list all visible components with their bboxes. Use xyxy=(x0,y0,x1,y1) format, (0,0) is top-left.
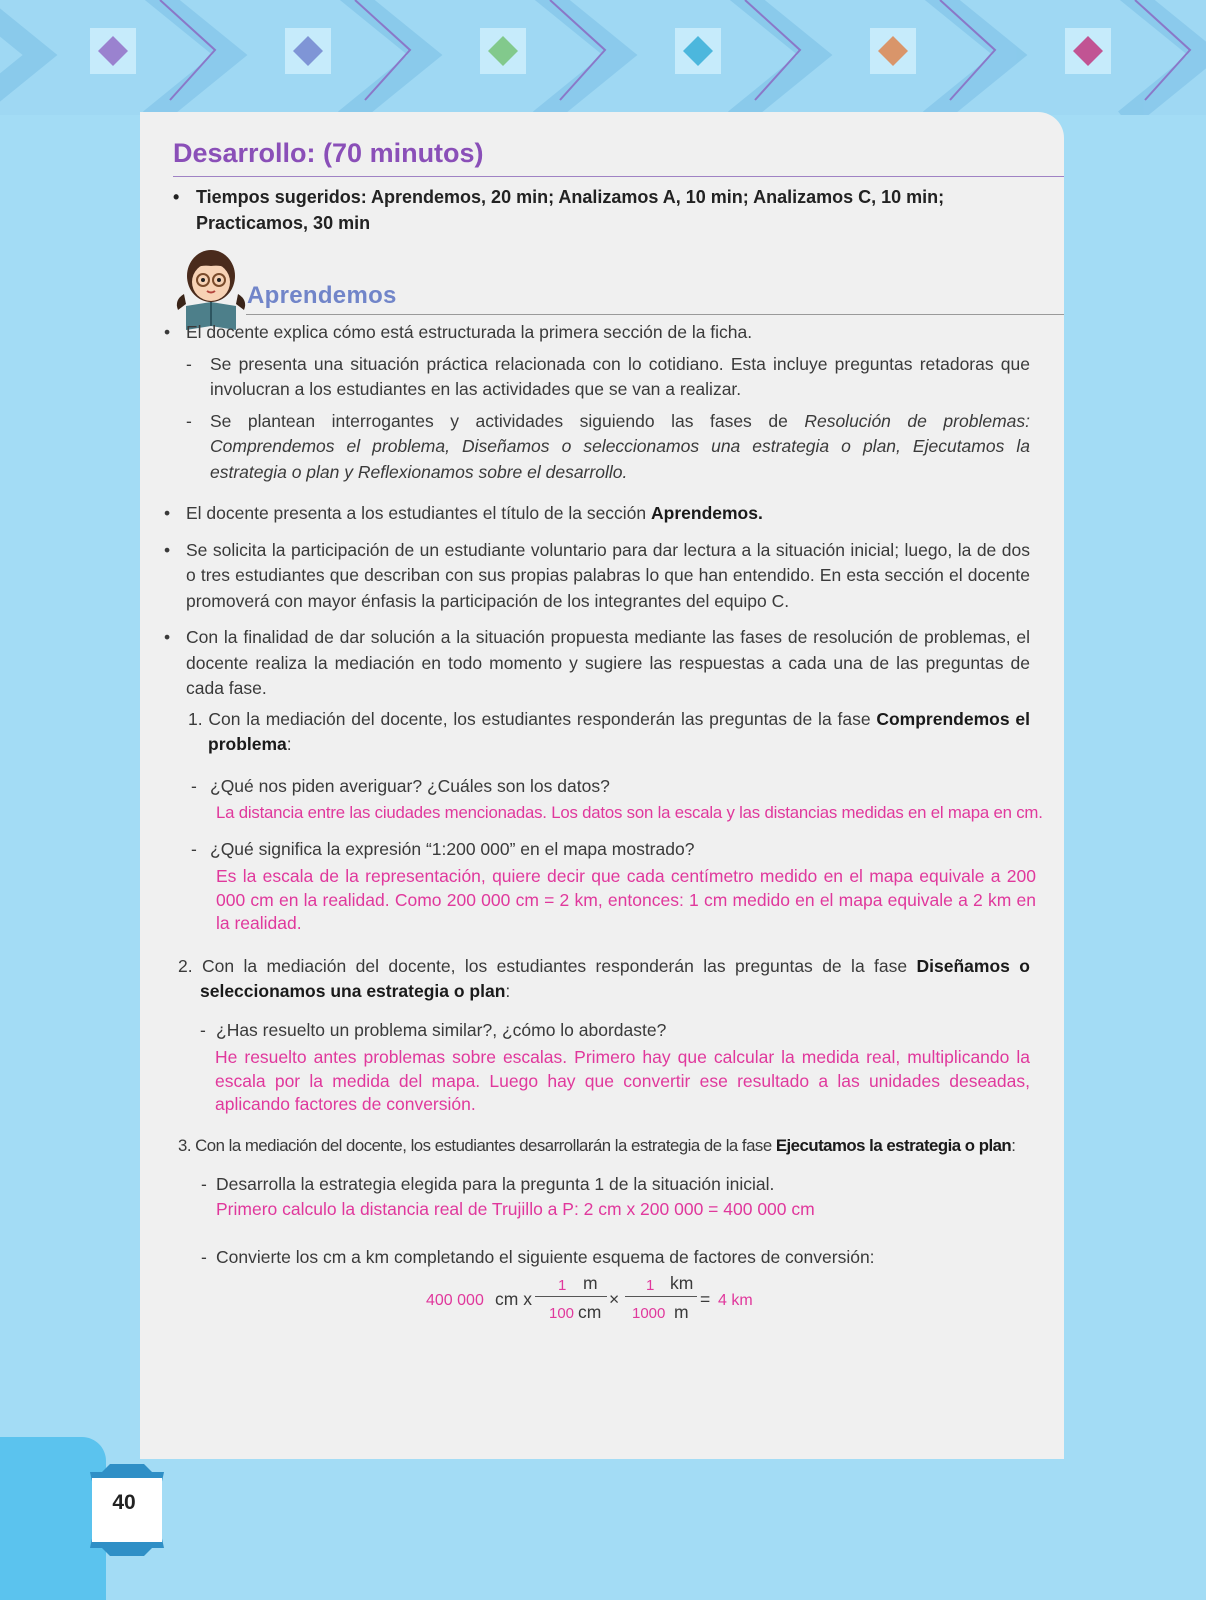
question-text: ¿Qué nos piden averiguar? ¿Cuáles son los datos? xyxy=(210,775,610,796)
step-text: 2. Con la mediación del docente, los estudiantes responderán las preguntas de la fase xyxy=(178,955,917,976)
question-text: ¿Qué significa la expresión “1:200 000” en el mapa mostrado? xyxy=(210,838,695,859)
bullet-icon: • xyxy=(164,627,171,647)
answer-text: Es la escala de la representación, quiere decir que cada centímetro medido en el mapa equivale a 200 000 cm en la realidad. Como 200 000 cm = 2 km, entonces: 1 cm medido en el mapa equivale a 2 km en la realidad. xyxy=(216,866,1036,933)
aprendemos-header xyxy=(174,248,1064,328)
aprendemos-title: Aprendemos xyxy=(247,282,397,309)
sub-item-text: Se plantean interrogantes y actividades siguiendo las fases de xyxy=(210,410,805,431)
section-title: Desarrollo: (70 minutos) xyxy=(173,138,484,168)
bullet-text: Con la finalidad de dar solución a la situación propuesta mediante las fases de resolución de problemas, el docente realiza la mediación en todo momento y sugiere las respuestas a cada una de las preguntas de cada fase. xyxy=(186,627,1030,698)
answer-text: Primero calculo la distancia real de Trujillo a P: 2 cm x 200 000 = 400 000 cm xyxy=(216,1198,815,1219)
list-item xyxy=(160,320,1030,346)
step-bold-text: Diseñamos o seleccionamos una estrategia o plan xyxy=(200,955,1030,1001)
question-text: Desarrolla la estrategia elegida para la pregunta 1 de la situación inicial. xyxy=(216,1174,775,1194)
question-item xyxy=(160,1245,1030,1271)
question-item xyxy=(160,837,1030,863)
dash-icon: - xyxy=(186,353,192,374)
dash-icon: - xyxy=(201,1174,207,1194)
multiply-sign: × xyxy=(609,1288,620,1309)
question-text: Convierte los cm a km completando el siguiente esquema de factores de conversión: xyxy=(216,1247,875,1267)
list-item xyxy=(160,501,1030,527)
step-3: 3. Con la mediación del docente, los estudiantes desarrollarán la estrategia de la fase Ejecutamos la estrategia o plan: xyxy=(178,1135,1016,1155)
suggested-times-text: Tiempos sugeridos: Aprendemos, 20 min; Analizamos A, 10 min; Analizamos C, 10 min; Practicamos, 30 min xyxy=(196,187,945,233)
question-text: ¿Has resuelto un problema similar?, ¿cómo lo abordaste? xyxy=(216,1019,667,1040)
fraction2-numerator: 1 xyxy=(646,1276,655,1294)
equals-sign: = xyxy=(700,1288,711,1309)
content-card xyxy=(140,112,1064,1459)
fraction2-numerator-unit: km xyxy=(670,1272,694,1293)
fraction1-denominator-unit: cm xyxy=(578,1301,602,1322)
title-divider xyxy=(173,176,1064,177)
formula-value: 400 000 xyxy=(426,1291,484,1309)
dash-icon: - xyxy=(191,838,197,859)
content-body xyxy=(160,320,1043,1327)
bullet-icon: • xyxy=(164,503,171,523)
phases-italic-text: Resolución de problemas: Comprendemos el problema, Diseñamos o seleccionamos una estrategia o plan, Ejecutamos la estrategia o plan y Reflexionamos sobre el desarrollo. xyxy=(210,410,1030,482)
question-item xyxy=(160,1018,1030,1044)
decorative-banner xyxy=(0,0,1206,115)
bullet-text: Se solicita la participación de un estudiante voluntario para dar lectura a la situación inicial; luego, la de dos o tres estudiantes que describan con sus propias palabras lo que han entendido. En esta sección el docente promoverá con mayor énfasis la participación de los integrantes del equipo C. xyxy=(186,539,1030,611)
question-item xyxy=(160,1172,1030,1198)
aprendemos-divider xyxy=(246,314,1064,315)
step-bold-text: Ejecutamos la estrategia o plan xyxy=(775,1135,1012,1155)
formula-result: 4 km xyxy=(718,1291,753,1309)
list-item xyxy=(160,409,1030,486)
step-1: 1. Con la mediación del docente, los estudiantes responderán las preguntas de la fase Comprendemos el problema: xyxy=(188,708,1030,754)
bullet-icon: • xyxy=(173,187,180,207)
formula-unit: cm x xyxy=(495,1288,532,1309)
fraction2-bar xyxy=(625,1296,697,1297)
conversion-formula xyxy=(160,1271,1030,1327)
dash-icon: - xyxy=(186,410,192,431)
fraction1-bar xyxy=(535,1296,607,1297)
fraction1-numerator: 1 xyxy=(558,1276,567,1294)
fraction2-denominator-unit: m xyxy=(674,1301,689,1322)
answer-text: He resuelto antes problemas sobre escalas. Primero hay que calcular la medida real, multiplicando la escala por la medida del mapa. Luego hay que convertir ese resultado a las unidades deseadas, aplicando factores de conversión. xyxy=(215,1047,1030,1114)
bullet-icon: • xyxy=(164,539,171,560)
answer-text: La distancia entre las ciudades mencionadas. Los datos son la escala y las distancias medidas en el mapa en cm. xyxy=(216,803,1043,822)
bullet-icon: • xyxy=(164,322,171,342)
bullet-bold-text: Aprendemos. xyxy=(651,503,763,523)
bullet-text: El docente presenta a los estudiantes el título de la sección xyxy=(186,503,652,523)
girl-reading-icon xyxy=(174,248,248,330)
suggested-times xyxy=(173,184,993,236)
list-item xyxy=(160,625,1030,702)
list-item xyxy=(160,538,1030,615)
fraction2-denominator: 1000 xyxy=(632,1304,666,1322)
step-text: 1. Con la mediación del docente, los estudiantes responderán las preguntas de la fase xyxy=(188,708,877,729)
fraction1-numerator-unit: m xyxy=(583,1272,598,1293)
question-item xyxy=(160,774,1030,800)
fraction1-denominator: 100 xyxy=(549,1304,575,1322)
bullet-text: El docente explica cómo está estructurada la primera sección de la ficha. xyxy=(186,322,753,342)
dash-icon: - xyxy=(201,1247,207,1267)
step-text: 3. Con la mediación del docente, los estudiantes desarrollarán la estrategia de la fase xyxy=(178,1135,776,1155)
list-item xyxy=(160,352,1030,403)
step-bold-text: Comprendemos el problema xyxy=(208,708,1030,754)
step-2: 2. Con la mediación del docente, los estudiantes responderán las preguntas de la fase Diseñamos o seleccionamos una estrategia o plan: xyxy=(178,955,1030,1001)
page-number: 40 xyxy=(112,1491,136,1514)
dash-icon: - xyxy=(200,1019,206,1040)
dash-icon: - xyxy=(191,775,197,796)
sub-item-text: Se presenta una situación práctica relacionada con lo cotidiano. Esta incluye preguntas retadoras que involucran a los estudiantes en las actividades que se van a realizar. xyxy=(210,353,1030,399)
